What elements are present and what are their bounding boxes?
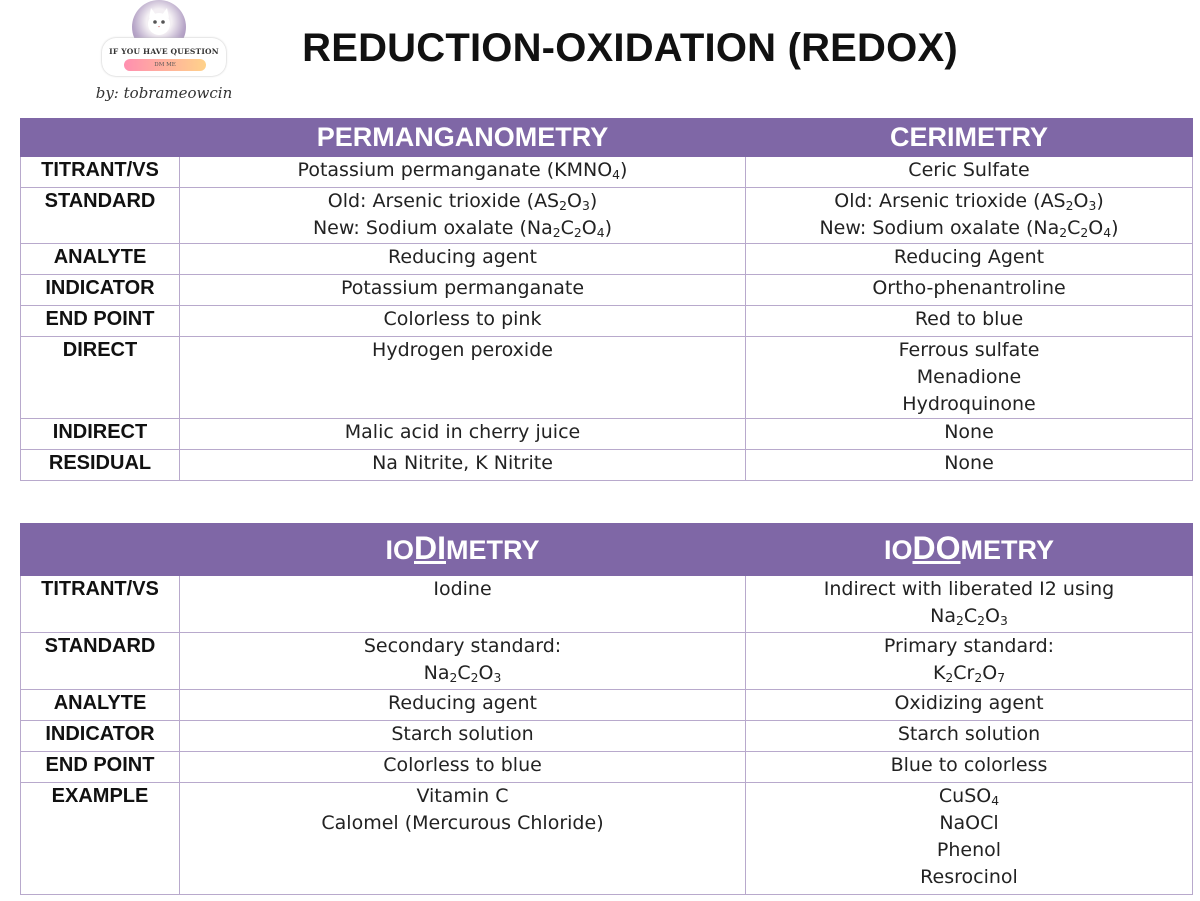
cell-left (180, 721, 746, 752)
cell-line: Hydroquinone (902, 393, 1036, 415)
cell-line: Malic acid in cherry juice (344, 421, 581, 443)
cell-right (746, 752, 1193, 783)
cell-left (180, 752, 746, 783)
cell-line: None (944, 452, 994, 474)
cell-line: CuSO$_4$ (938, 785, 1000, 809)
cell-left (180, 783, 746, 895)
row-label: INDICATOR (21, 275, 180, 306)
header-iodimetry (180, 524, 746, 576)
permanganometry-cerimetry-table (20, 118, 1193, 481)
logo-dm-pill: DM ME (124, 59, 206, 71)
cell-right (746, 244, 1193, 275)
cell-right (746, 576, 1193, 633)
row-label: END POINT (21, 306, 180, 337)
cell-right (746, 419, 1193, 450)
row-label: STANDARD (21, 633, 180, 690)
row-label: DIRECT (21, 337, 180, 419)
cell-line: Na Nitrite, K Nitrite (372, 452, 553, 474)
cell-line: Secondary standard: (363, 635, 562, 657)
row-label: ANALYTE (21, 244, 180, 275)
cell-right (746, 721, 1193, 752)
table-row (21, 576, 1193, 633)
cell-line: Primary standard: (883, 635, 1055, 657)
logo-badge (102, 38, 226, 76)
header-iodometry (746, 524, 1193, 576)
table-row (21, 275, 1193, 306)
cell-left (180, 576, 746, 633)
cell-line: Indirect with liberated I2 using (823, 578, 1115, 600)
cell-line: Old: Arsenic trioxide $(AS_2O_3)$ (834, 190, 1104, 214)
cell-line: Old: Arsenic trioxide $(AS_2O_3)$ (327, 190, 598, 214)
table-row (21, 306, 1193, 337)
cell-line: Ferrous sulfate (898, 339, 1040, 361)
cell-right (746, 633, 1193, 690)
cell-line: Blue to colorless (890, 754, 1048, 776)
table-row (21, 244, 1193, 275)
logo (88, 0, 240, 118)
cell-line: Reducing agent (388, 692, 537, 714)
table-row (21, 450, 1193, 481)
table-row (21, 783, 1193, 895)
row-label: EXAMPLE (21, 783, 180, 895)
table-row (21, 752, 1193, 783)
cell-left (180, 690, 746, 721)
cell-line: Potassium permanganate $(KMNO_4)$ (297, 159, 628, 183)
cell-line: Iodine (433, 578, 492, 600)
cell-right (746, 157, 1193, 188)
header-suffix: METRY (446, 535, 540, 565)
cell-line: Hydrogen peroxide (372, 339, 553, 361)
cell-right (746, 275, 1193, 306)
cell-right (746, 450, 1193, 481)
cell-line: Phenol (936, 839, 1002, 861)
table-row (21, 721, 1193, 752)
cell-line: New: Sodium oxalate $(Na_2C_2O_4)$ (819, 217, 1119, 241)
cell-left (180, 419, 746, 450)
row-label: TITRANT/VS (21, 576, 180, 633)
row-label: RESIDUAL (21, 450, 180, 481)
row-label: TITRANT/VS (21, 157, 180, 188)
cell-line: Red to blue (914, 308, 1024, 330)
table-row (21, 419, 1193, 450)
cell-right (746, 337, 1193, 419)
cell-line: Ortho-phenantroline (872, 277, 1066, 299)
table-row (21, 337, 1193, 419)
cell-left (180, 633, 746, 690)
cell-left (180, 275, 746, 306)
cell-line: Oxidizing agent (894, 692, 1044, 714)
cell-left (180, 244, 746, 275)
cell-line: New: Sodium oxalate $(Na_2C_2O_4)$ (312, 217, 613, 241)
table-row (21, 633, 1193, 690)
row-label: INDICATOR (21, 721, 180, 752)
header-suffix: METRY (960, 535, 1054, 565)
cell-line: Vitamin C (416, 785, 509, 807)
row-label: INDIRECT (21, 419, 180, 450)
row-label: STANDARD (21, 188, 180, 244)
cell-left (180, 450, 746, 481)
table-row (21, 188, 1193, 244)
cell-line: Potassium permanganate (340, 277, 585, 299)
cell-line: Calomel (Mercurous Chloride) (321, 812, 604, 834)
header-cerimetry: CERIMETRY (746, 119, 1193, 157)
cell-right (746, 690, 1193, 721)
header-blank-cell (21, 524, 180, 576)
cell-line: Resrocinol (920, 866, 1018, 888)
logo-question-text: IF YOU HAVE QUESTION (109, 47, 219, 56)
page-title: REDUCTION-OXIDATION (REDOX) (302, 26, 958, 70)
cell-line: Colorless to blue (383, 754, 542, 776)
table-row (21, 690, 1193, 721)
header-emphasis: DO (912, 530, 961, 566)
cell-line: Starch solution (897, 723, 1041, 745)
header-prefix: IO (385, 535, 414, 565)
cell-line: NaOCl (939, 812, 999, 834)
header-prefix: IO (883, 535, 913, 565)
cell-line: Menadione (916, 366, 1022, 388)
cell-left (180, 157, 746, 188)
cell-right (746, 188, 1193, 244)
cell-line: Starch solution (391, 723, 534, 745)
cell-left (180, 306, 746, 337)
cell-line: Ceric Sulfate (908, 159, 1030, 181)
header-emphasis: DI (414, 530, 446, 566)
table-header-row (21, 524, 1193, 576)
cell-line: $Na_2C_2O_3$ (423, 662, 502, 686)
cell-right (746, 306, 1193, 337)
row-label: ANALYTE (21, 690, 180, 721)
header-permanganometry: PERMANGANOMETRY (180, 119, 746, 157)
cell-right (746, 783, 1193, 895)
header-blank-cell (21, 119, 180, 157)
cell-line: None (944, 421, 994, 443)
cat-icon (145, 6, 173, 36)
cell-left (180, 337, 746, 419)
row-label: END POINT (21, 752, 180, 783)
table-row (21, 157, 1193, 188)
table-header-row (21, 119, 1193, 157)
cell-line: Colorless to pink (383, 308, 542, 330)
cell-line: Reducing Agent (893, 246, 1045, 268)
cell-line: Reducing agent (388, 246, 537, 268)
cell-line: $K_2Cr_2O_7$ (932, 662, 1006, 686)
cell-line: $Na_2C_2O_3$ (930, 605, 1008, 629)
cell-left (180, 188, 746, 244)
logo-byline: by: tobrameowcin (95, 84, 233, 102)
iodimetry-iodometry-table (20, 523, 1193, 895)
